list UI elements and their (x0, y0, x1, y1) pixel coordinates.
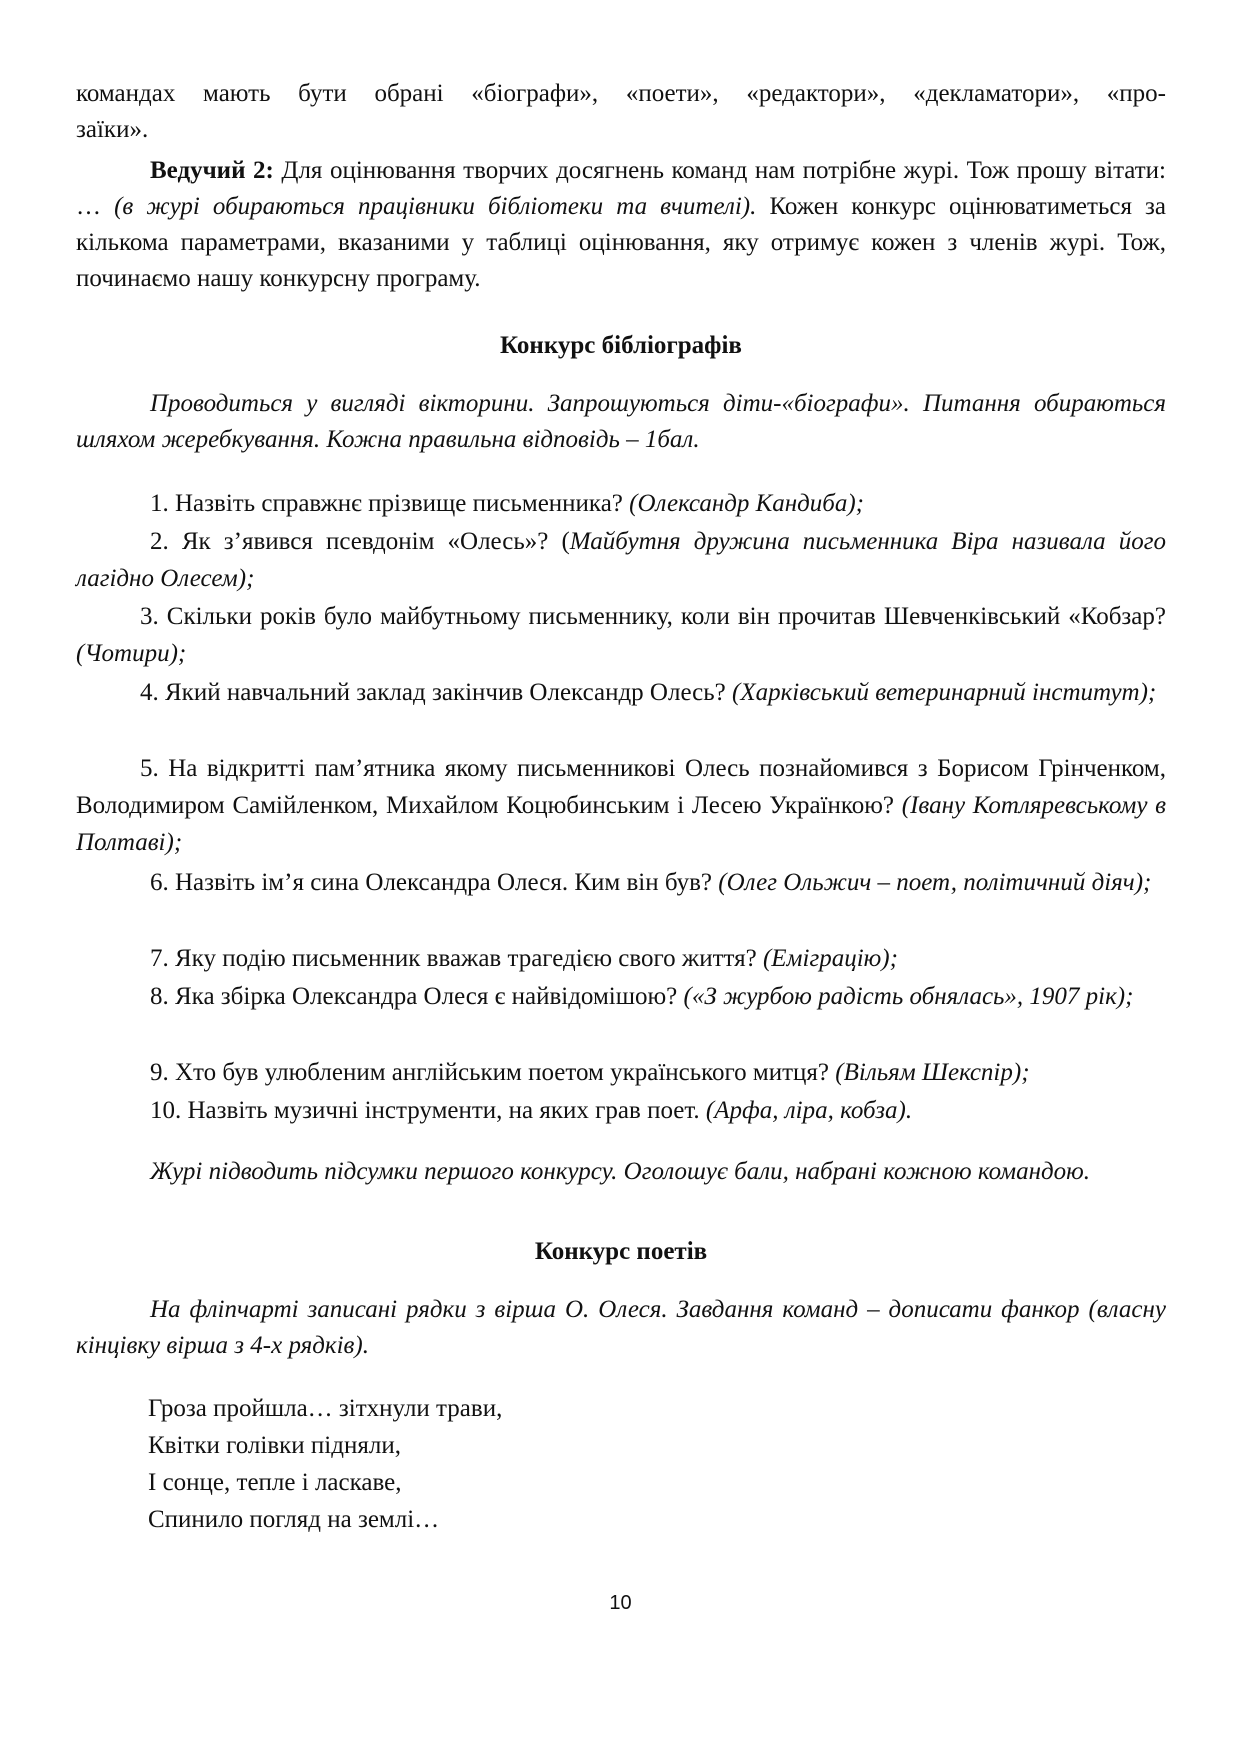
host2-text-2: Кожен конкурс оцінюватиметься за кількома параметрами, вказаними у таблиці оцінювання, яку отримує кожен з членів журі. Тож, починаємо нашу конкурсну програму. (76, 193, 1167, 292)
answer-text: (Арфа, ліра, кобза). (705, 1097, 913, 1124)
poem-line: Квітки голівки підняли, (148, 1432, 401, 1459)
host2-label: Ведучий 2: (150, 157, 274, 184)
question-text: 6. Назвіть ім’я сина Олександра Олеся. Ким він був? (150, 869, 719, 896)
poem-line: Гроза пройшла… зітхнули трави, (148, 1395, 503, 1422)
question-5 (76, 750, 1166, 861)
question-6 (76, 864, 1166, 901)
question-text: 1. Назвіть справжнє прізвище письменника? (150, 490, 630, 517)
question-10 (76, 1092, 1166, 1129)
question-text: 10. Назвіть музичні інструменти, на яких грав поет. (150, 1097, 706, 1124)
host2-italic: (в журі обираються працівники бібліотеки та вчителі). (114, 193, 757, 220)
question-7 (76, 940, 1166, 977)
question-text: 7. Яку подію письменник вважав трагедією свого життя? (150, 945, 763, 972)
section1-summary: Журі підводить підсумки першого конкурсу. Оголошує бали, набрані кожною командою. (150, 1158, 1091, 1185)
answer-text: (Еміграцію); (762, 945, 898, 972)
intro-line-2: заїки». (76, 116, 149, 143)
intro-line-1: командах мають бути обрані «біографи», «поети», «редактори», «декламатори», «про- (76, 80, 1166, 107)
question-1 (76, 485, 1166, 522)
section-title-poets: Конкурс поетів (534, 1238, 708, 1265)
question-9 (76, 1054, 1166, 1091)
answer-text: (Чотири); (76, 640, 187, 667)
question-2 (76, 523, 1166, 597)
host2-paragraph (76, 153, 1166, 297)
question-text: 9. Хто був улюбленим англійським поетом українського митця? (150, 1059, 836, 1086)
question-text: 2. Як з’явився псевдонім «Олесь»? ( (150, 528, 570, 555)
answer-text: (Олег Ольжич – поет, політичний діяч); (718, 869, 1152, 896)
question-4 (76, 674, 1166, 711)
answer-text: Майбутня дружина письменника Віра називала його лагідно Олесем); (76, 528, 1167, 592)
intro-paragraph (76, 76, 1166, 148)
question-8 (76, 978, 1166, 1015)
answer-text: («З журбою радість обнялась», 1907 рік); (683, 983, 1134, 1010)
answer-text: (Івану Котляревському в Полтаві); (76, 792, 1167, 856)
answer-text: (Олександр Кандиба); (629, 490, 865, 517)
section1-instructions: Проводиться у вигляді вікторини. Запрошуються діти-«біографи». Питання обираються шляхом жеребкування. Кожна правильна відповідь – 1бал. (76, 390, 1166, 453)
answer-text: (Харківський ветеринарний інститут); (732, 679, 1157, 706)
answer-text: (Вільям Шекспір); (835, 1059, 1030, 1086)
section-title-bibliographers: Конкурс бібліографів (500, 332, 742, 359)
host2-text-1: Для оцінювання творчих досягнень команд нам потрібне журі. Тож прошу вітати: … (76, 157, 1166, 220)
question-text: 5. На відкритті пам’ятника якому письменникові Олесь познайомився з Борисом Грінченком, Володимиром Самійленком, Михайлом Коцюбинським і Лесею Українкою? (76, 755, 1166, 819)
page-number: 10 (609, 1592, 632, 1614)
question-text: 8. Яка збірка Олександра Олеся є найвідомішою? (150, 983, 684, 1010)
question-text: 3. Скільки років було майбутньому письменнику, коли він прочитав Шевченківський «Кобзар? (140, 603, 1166, 630)
question-text: 4. Який навчальний заклад закінчив Олександр Олесь? (140, 679, 733, 706)
poem-line: Спинило погляд на землі… (148, 1506, 440, 1533)
question-3 (76, 598, 1166, 672)
poem-line: І сонце, тепле і ласкаве, (148, 1469, 402, 1496)
section2-instructions: На фліпчарті записані рядки з вірша О. Олеся. Завдання команд – дописати фанкор (власну кінцівку вірша з 4-х рядків). (76, 1296, 1166, 1359)
